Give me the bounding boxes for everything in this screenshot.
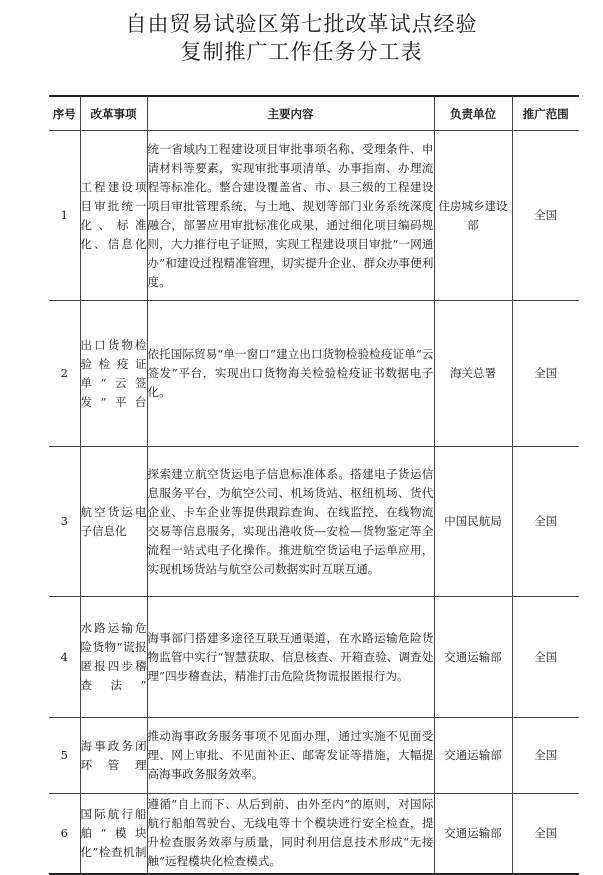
document-title-line-1: 自由贸易试验区第七批改革试点经验 (125, 12, 478, 36)
table-row (49, 794, 579, 874)
reform-item: 航空货运电子信息化 (80, 447, 147, 597)
main-content: 统一省域内工程建设项目审批事项名称、受理条件、申请材料等要素，实现审批事项清单、办事指南、办理流程等标准化。整合建设覆盖省、市、县三级的工程建设项目审批管理系统，与土地、规划等部门业务系统深度融合，部署应用审批标准化成果，通过细化项目编码规则，大力推行电子证照，实现工程建设项目审批“一网通办”和建设过程精准管理，切实提升企业、群众办事便利度。 (147, 131, 434, 301)
row-number: 3 (49, 447, 80, 597)
row-number: 2 (49, 301, 80, 447)
promotion-scope: 全国 (512, 301, 579, 447)
main-content: 海事部门搭建多途径互联互通渠道，在水路运输危险货物监管中实行“智慧获取、信息核查、开箱查验、调查处理”四步稽查法，精准打击危险货物谎报匿报行为。 (147, 597, 434, 718)
promotion-scope: 全国 (512, 597, 579, 718)
reform-item: 工程建设项目审批统一化、标准化、信息化 (80, 131, 147, 301)
header-item: 改革事项 (80, 96, 147, 131)
promotion-scope: 全国 (512, 718, 579, 794)
document-title-line-2: 复制推广工作任务分工表 (180, 40, 423, 64)
reform-item: 海事政务闭环管理 (80, 718, 147, 794)
responsible-unit: 交通运输部 (434, 718, 512, 794)
table-header-row (49, 96, 579, 131)
responsible-unit: 交通运输部 (434, 597, 512, 718)
header-dept: 负责单位 (434, 96, 512, 131)
task-division-table (49, 95, 579, 875)
row-number: 5 (49, 718, 80, 794)
reform-item: 出口货物检验检疫证单“云签发”平台 (80, 301, 147, 447)
row-number: 1 (49, 131, 80, 301)
main-content: 依托国际贸易“单一窗口”建立出口货物检验检疫证单“云签发”平台，实现出口货物海关检验检疫证书数据电子化。 (147, 301, 434, 447)
row-number: 6 (49, 794, 80, 874)
responsible-unit: 交通运输部 (434, 794, 512, 874)
main-content: 遵循“自上而下、从后到前、由外至内”的原则，对国际航行船舶驾驶台、无线电等十个模块进行安全检查，提升检查服务效率与质量，同时利用信息技术形成“无接触”远程模块化检查模式。 (147, 794, 434, 874)
reform-item: 国际航行船舶“模块化”检查机制 (80, 794, 147, 874)
responsible-unit: 海关总署 (434, 301, 512, 447)
responsible-unit: 住房城乡建设部 (434, 131, 512, 301)
table-row (49, 447, 579, 597)
responsible-unit: 中国民航局 (434, 447, 512, 597)
table-row (49, 718, 579, 794)
main-content: 推动海事政务服务事项不见面办理，通过实施不见面受理、网上审批、不见面补正、邮寄发证等措施，大幅提高海事政务服务效率。 (147, 718, 434, 794)
table-row (49, 301, 579, 447)
promotion-scope: 全国 (512, 447, 579, 597)
promotion-scope: 全国 (512, 794, 579, 874)
table-row (49, 131, 579, 301)
header-scope: 推广范围 (512, 96, 579, 131)
reform-item: 水路运输危险货物“谎报匿报四步稽查法” (80, 597, 147, 718)
row-number: 4 (49, 597, 80, 718)
table-row (49, 597, 579, 718)
header-content: 主要内容 (147, 96, 434, 131)
header-no: 序号 (49, 96, 80, 131)
promotion-scope: 全国 (512, 131, 579, 301)
main-content: 探索建立航空货运电子信息标准体系。搭建电子货运信息服务平台，为航空公司、机场货站、枢纽机场、货代企业、卡车企业等提供跟踪查询、在线监控、在线物流交易等信息服务，实现出港收货—安检—货物鉴定等全流程一站式电子化操作。推进航空货运电子运单应用，实现机场货站与航空公司数据实时互联互通。 (147, 447, 434, 597)
